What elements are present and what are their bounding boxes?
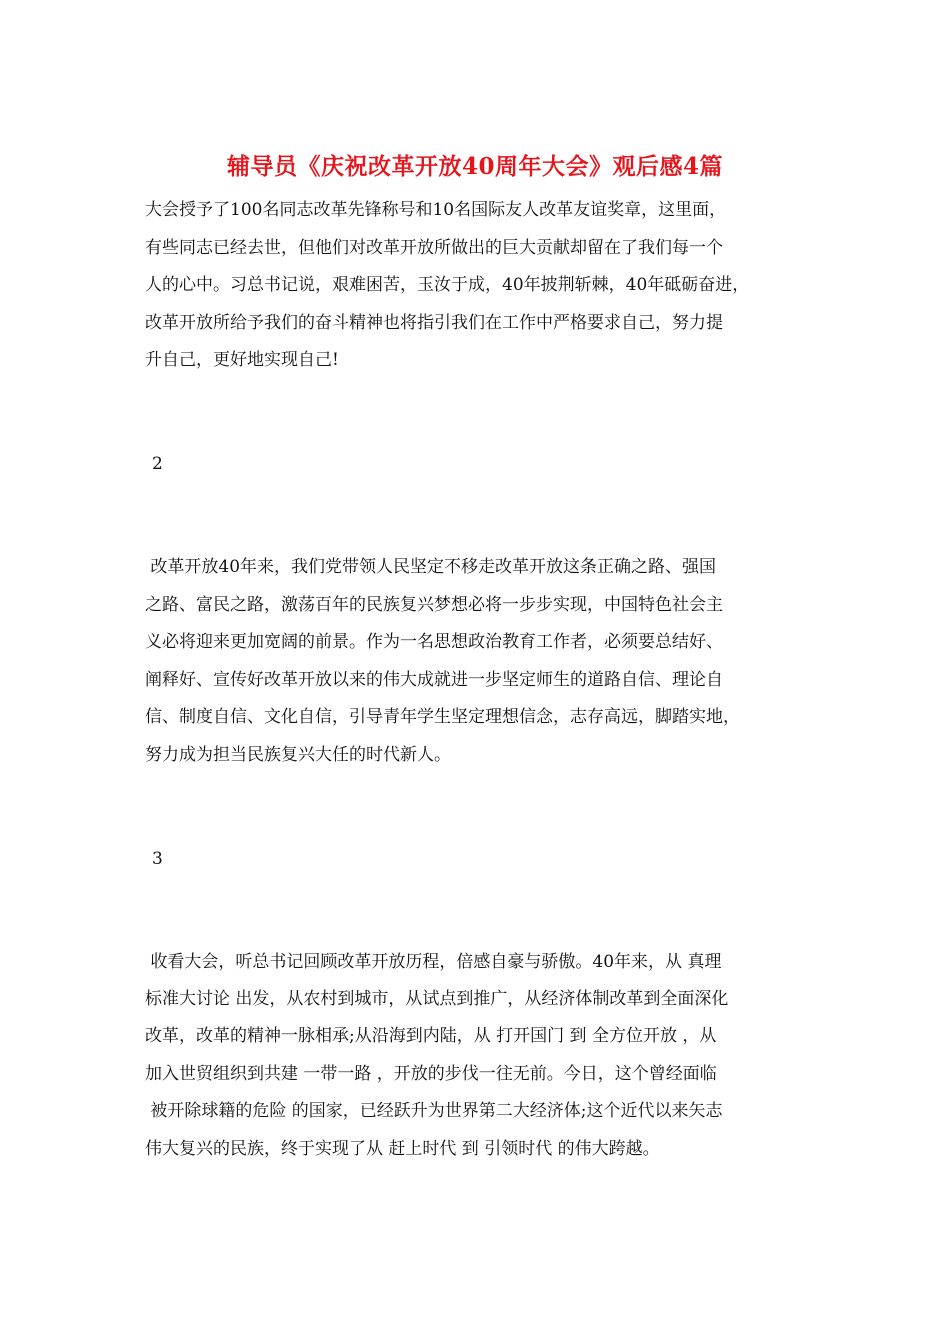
section-number: 3 [152,849,163,869]
paragraph-2-line: 改革开放40年来，我们党带领人民坚定不移走改革开放这条正确之路、强国 [145,557,717,577]
document-title: 辅导员《庆祝改革开放40周年大会》观后感4篇 [226,153,723,180]
paragraph-1-line: 大会授予了100名同志改革先锋称号和10名国际友人改革友谊奖章，这里面， [145,200,727,220]
paragraph-2-line: 信、制度自信、文化自信，引导青年学生坚定理想信念，志存高远，脚踏实地， [145,707,740,727]
paragraph-1-line: 人的心中。习总书记说，艰难困苦，玉汝于成，40年披荆斩棘，40年砥砺奋进， [145,275,750,295]
paragraph-2-line: 努力成为担当民族复兴大任的时代新人。 [145,745,451,765]
paragraph-3-line: 改革，改革的精神一脉相承;从沿海到内陆，从 打开国门 到 全方位开放 ，从 [145,1026,717,1046]
paragraph-3-line: 标准大讨论 出发，从农村到城市，从试点到推广，从经济体制改革到全面深化 [145,989,729,1009]
paragraph-2-line: 之路、富民之路，激荡百年的民族复兴梦想必将一步步实现，中国特色社会主 [145,595,723,615]
paragraph-1-line: 有些同志已经去世，但他们对改革开放所做出的巨大贡献却留在了我们每一个 [145,238,723,258]
paragraph-1-line: 升自己，更好地实现自己! [145,350,339,370]
paragraph-3-line: 加入世贸组织到共建 一带一路 ，开放的步伐一往无前。今日，这个曾经面临 [145,1064,717,1084]
paragraph-1-line: 改革开放所给予我们的奋斗精神也将指引我们在工作中严格要求自己，努力提 [145,313,723,333]
section-number: 2 [152,454,163,474]
paragraph-3-line: 收看大会，听总书记回顾改革开放历程，倍感自豪与骄傲。40年来，从 真理 [145,952,722,972]
paragraph-2-line: 义必将迎来更加宽阔的前景。作为一名思想政治教育工作者，必须要总结好、 [145,632,723,652]
paragraph-3-line: 伟大复兴的民族，终于实现了从 赶上时代 到 引领时代 的伟大跨越。 [145,1139,660,1159]
paragraph-2-line: 阐释好、宣传好改革开放以来的伟大成就进一步坚定师生的道路自信、理论自 [145,670,723,690]
paragraph-3-line: 被开除球籍的危险 的国家，已经跃升为世界第二大经济体;这个近代以来矢志 [145,1101,723,1121]
